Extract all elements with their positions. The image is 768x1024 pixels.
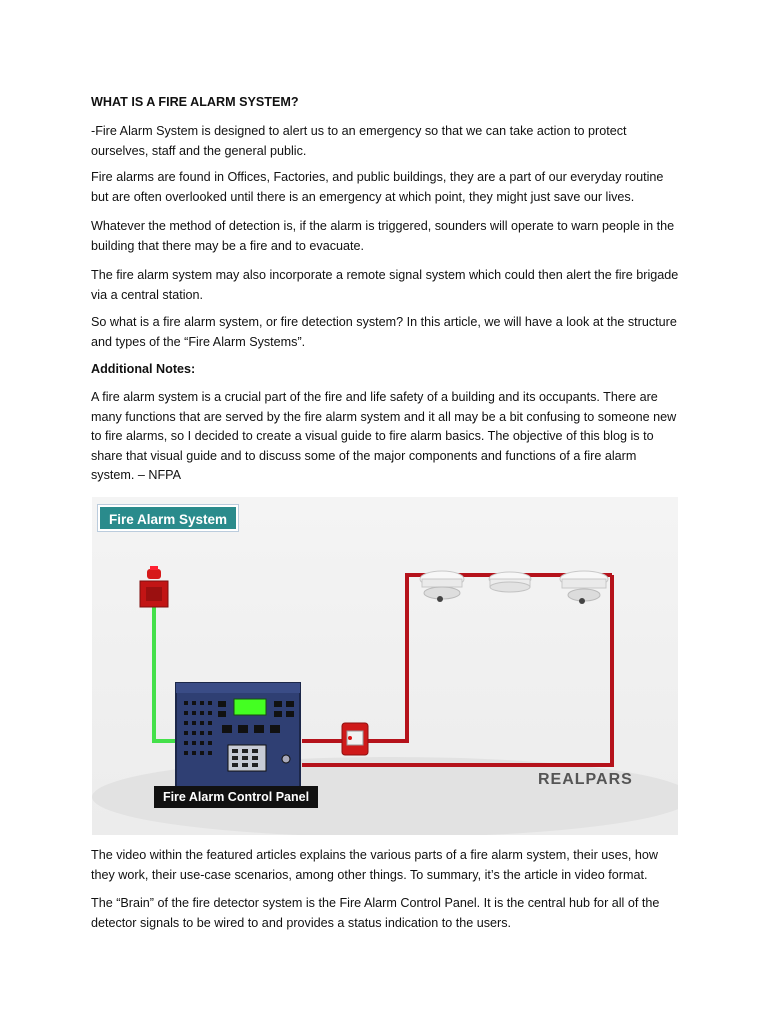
control-panel-icon [176,683,300,787]
control-panel-label: Fire Alarm Control Panel [154,786,318,808]
paragraph-2: Fire alarms are found in Offices, Factories, and public buildings, they are a part of our everyday routine but are often overlooked until there is an emergency at which point, they might just save our lives. [91,170,664,204]
paragraph-7: The video within the featured articles explains the various parts of a fire alarm system, their uses, how they work, their use-case scenarios, among other things. To summary, it’s the article in video format. [91,848,658,882]
sounder-beacon-icon [140,566,168,607]
paragraph-5: So what is a fire alarm system, or fire detection system? In this article, we will have a look at the structure and types of the “Fire Alarm Systems”. [91,315,677,349]
green-sounder-wire [154,607,178,741]
manual-call-point-icon [342,723,368,755]
diagram-title: Fire Alarm System [98,505,238,531]
article-heading: WHAT IS A FIRE ALARM SYSTEM? [91,95,299,109]
heat-detector-icon [489,572,531,592]
paragraph-4: The fire alarm system may also incorporate a remote signal system which could then alert the fire brigade via a central station. [91,268,679,302]
notes-heading: Additional Notes: [91,362,196,376]
paragraph-3: Whatever the method of detection is, if the alarm is triggered, sounders will operate to warn people in the building that there may be a fire and to evacuate. [91,219,675,253]
smoke-detector-icon [420,571,464,602]
multi-sensor-detector-icon [560,571,608,604]
brand-logo: REALPARS [538,771,633,788]
paragraph-1: -Fire Alarm System is designed to alert us to an emergency so that we can take action to protect ourselves, staff and the general public. [91,124,627,158]
paragraph-6: A fire alarm system is a crucial part of the fire and life safety of a building and its occupants. There are many functions that are served by the fire alarm system and it all may be a bit confusing to someone new to fire alarms, so I decided to create a visual guide to fire alarm basics. The objective of this blog is to share that visual guide and to discuss some of the major components and functions of a fire alarm system. – NFPA [91,390,677,482]
paragraph-8: The “Brain” of the fire detector system is the Fire Alarm Control Panel. It is the central hub for all of the detector signals to be wired to and provides a status indication to the users. [91,896,660,930]
fire-alarm-system-diagram [92,497,678,835]
